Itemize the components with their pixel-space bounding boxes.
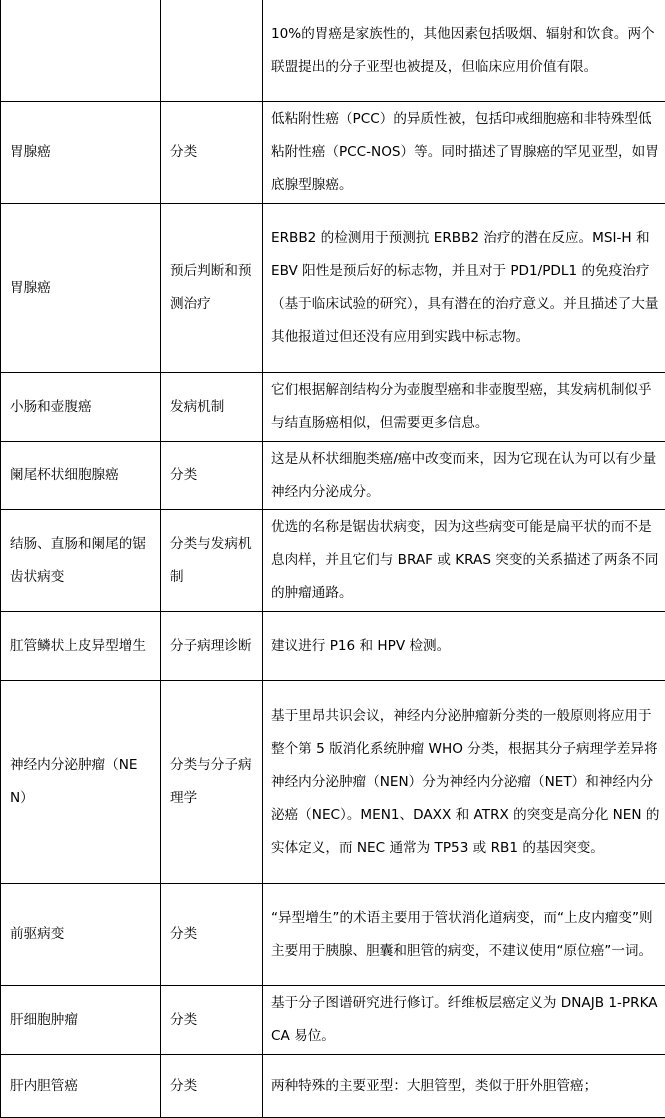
table-row (1, 986, 665, 1055)
detail-cell: 优选的名称是锯齿状病变，因为这些病变可能是扁平状的而不是息肉样，并且它们与 BRAF 或 KRAS 突变的关系描述了两条不同的肿瘤通路。 (263, 510, 665, 612)
aspect-cell: 分类与分子病理学 (161, 681, 263, 884)
table-row (1, 204, 665, 373)
detail-cell: 10%的胃癌是家族性的，其他因素包括吸烟、辐射和饮食。两个联盟提出的分子亚型也被提及，但临床应用价值有限。 (263, 0, 665, 102)
table-row (1, 681, 665, 884)
table-row (1, 373, 665, 442)
table-row (1, 0, 665, 102)
detail-cell: 它们根据解剖结构分为壶腹型癌和非壶腹型癌，其发病机制似乎与结直肠癌相似，但需要更多信息。 (263, 373, 665, 442)
aspect-cell: 分类 (161, 102, 263, 204)
detail-cell: 基于里昂共识会议，神经内分泌肿瘤新分类的一般原则将应用于整个第 5 版消化系统肿瘤 WHO 分类，根据其分子病理学差异将神经内分泌肿瘤（NEN）分为神经内分泌瘤（NET）和神经内分泌癌（NEC）。MEN1、DAXX 和 ATRX 的突变是高分化 NEN 的实体定义，而 NEC 通常为 TP53 或 RB1 的基因突变。 (263, 681, 665, 884)
detail-cell: “异型增生”的术语主要用于管状消化道病变，而“上皮内瘤变”则主要用于胰腺、胆囊和胆管的病变，不建议使用“原位癌”一词。 (263, 884, 665, 986)
detail-cell: 这是从杯状细胞类癌/癌中改变而来，因为它现在认为可以有少量神经内分泌成分。 (263, 442, 665, 510)
aspect-cell: 分类 (161, 1055, 263, 1118)
table-row (1, 442, 665, 510)
table-row (1, 1055, 665, 1118)
site-cell: 小肠和壶腹癌 (1, 373, 161, 442)
site-cell (1, 0, 161, 102)
aspect-cell: 分类与发病机制 (161, 510, 263, 612)
table-row (1, 612, 665, 681)
table-row (1, 510, 665, 612)
aspect-cell (161, 0, 263, 102)
site-cell: 肝细胞肿瘤 (1, 986, 161, 1055)
site-cell: 胃腺癌 (1, 204, 161, 373)
detail-cell: 基于分子图谱研究进行修订。纤维板层癌定义为 DNAJB 1-PRKACA 易位。 (263, 986, 665, 1055)
site-cell: 肛管鳞状上皮异型增生 (1, 612, 161, 681)
detail-cell: ERBB2 的检测用于预测抗 ERBB2 治疗的潜在反应。MSI-H 和 EBV 阳性是预后好的标志物，并且对于 PD1/PDL1 的免疫治疗（基于临床试验的研究），具有潜在的治疗意义。并且描述了大量其他报道过但还没有应用到实践中标志物。 (263, 204, 665, 373)
site-cell: 阑尾杯状细胞腺癌 (1, 442, 161, 510)
aspect-cell: 分子病理诊断 (161, 612, 263, 681)
detail-cell: 建议进行 P16 和 HPV 检测。 (263, 612, 665, 681)
detail-cell: 两种特殊的主要亚型：大胆管型，类似于肝外胆管癌； (263, 1055, 665, 1118)
table-row (1, 884, 665, 986)
site-cell: 神经内分泌肿瘤（NEN） (1, 681, 161, 884)
table-row (1, 102, 665, 204)
site-cell: 结肠、直肠和阑尾的锯齿状病变 (1, 510, 161, 612)
site-cell: 胃腺癌 (1, 102, 161, 204)
site-cell: 肝内胆管癌 (1, 1055, 161, 1118)
aspect-cell: 分类 (161, 884, 263, 986)
site-cell: 前驱病变 (1, 884, 161, 986)
aspect-cell: 分类 (161, 442, 263, 510)
aspect-cell: 发病机制 (161, 373, 263, 442)
aspect-cell: 预后判断和预测治疗 (161, 204, 263, 373)
aspect-cell: 分类 (161, 986, 263, 1055)
detail-cell: 低粘附性癌（PCC）的异质性被，包括印戒细胞癌和非特殊型低粘附性癌（PCC-NOS）等。同时描述了胃腺癌的罕见亚型，如胃底腺型腺癌。 (263, 102, 665, 204)
